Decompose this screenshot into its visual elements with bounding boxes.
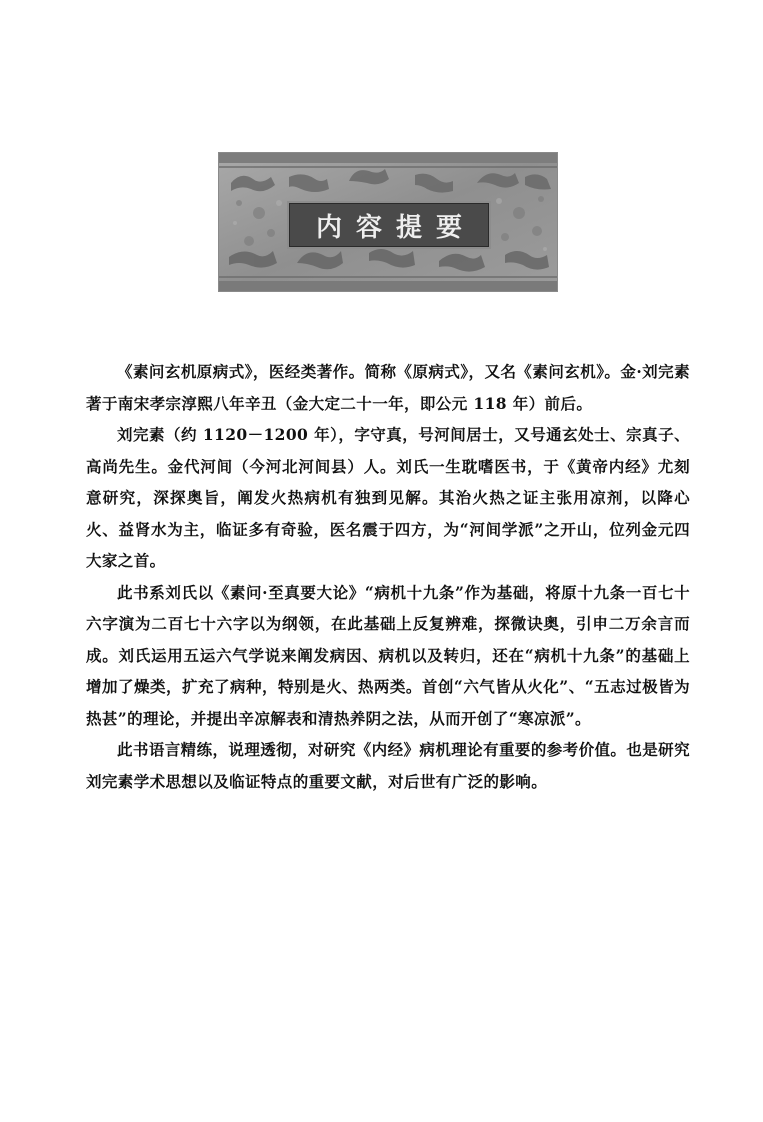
paragraph-book-value: 此书语言精练，说理透彻，对研究《内经》病机理论有重要的参考价值。也是研究刘完素学术思想以及临证特点的重要文献，对后世有广泛的影响。	[86, 740, 690, 791]
banner-title-plate	[289, 203, 489, 247]
paragraph-book-intro: 《素问玄机原病式》，医经类著作。简称《原病式》，又名《素问玄机》。金·刘完素著于南宋孝宗淳熙八年辛丑（金大定二十一年，即公元 118 年）前后。	[86, 362, 690, 413]
paragraph-author-bio: 刘完素（约 1120－1200 年），字守真，号河间居士，又号通玄处士、宗真子、高尚先生。金代河间（今河北河间县）人。刘氏一生耽嗜医书，于《黄帝内经》尤刻意研究，深探奥旨，阐发火热病机有独到见解。其治火热之证主张用凉剂，以降心火、益肾水为主，临证多有奇验，医名震于四方，为“河间学派”之开山，位列金元四大家之首。	[86, 425, 690, 570]
header-banner-image	[218, 152, 558, 292]
summary-body	[86, 356, 690, 797]
paragraph-book-content: 此书系刘氏以《素问·至真要大论》“病机十九条”作为基础，将原十九条一百七十六字演为二百七十六字以为纲领，在此基础上反复辨难，探微诀奥，引申二万余言而成。刘氏运用五运六气学说来阐发病因、病机以及转归，还在“病机十九条”的基础上增加了燥类，扩充了病种，特别是火、热两类。首创“六气皆从火化”、“五志过极皆为热甚”的理论，并提出辛凉解表和清热养阴之法，从而开创了“寒凉派”。	[86, 582, 690, 728]
page-title: 内容提要	[315, 212, 476, 243]
